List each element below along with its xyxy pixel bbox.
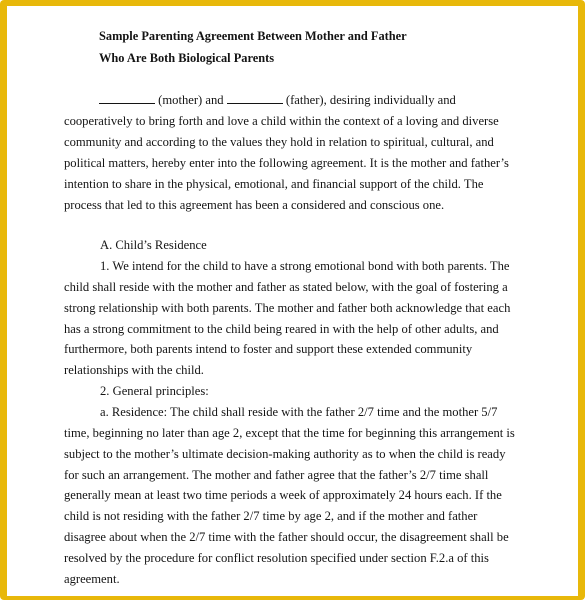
document-page	[7, 6, 578, 596]
residence-line: agreement.	[64, 572, 120, 586]
section-a-p1-line: strong relationship with both parents. The mother and father both acknowledge that each	[64, 301, 511, 315]
residence-line: subject to the mother’s ultimate decision-making authority as to when the child is ready	[64, 447, 506, 461]
residence-line: disagree about when the 2/7 time with the father should occur, the disagreement shall be	[64, 530, 509, 544]
section-a-p1-line: furthermore, both parents intend to foster and support these extended community	[64, 342, 473, 356]
father-label: (father), desiring individually and	[285, 93, 456, 107]
residence-line: resolved by the procedure for conflict resolution specified under section F.2.a of this	[64, 551, 489, 565]
residence-line: time, beginning no later than age 2, except that the time for beginning this arrangement is	[64, 426, 515, 440]
intro-line-4: political matters, hereby enter into the following agreement. It is the mother and father’s	[64, 156, 509, 170]
intro-line-1	[99, 92, 456, 108]
document-title-line-1: Sample Parenting Agreement Between Mother and Father	[99, 29, 407, 43]
residence-line: a. Residence: The child shall reside with the father 2/7 time and the mother 5/7	[100, 405, 498, 419]
intro-line-6: process that led to this agreement has been a considered and conscious one.	[64, 198, 445, 212]
general-principles-heading: 2. General principles:	[100, 384, 209, 398]
section-a-heading: A. Child’s Residence	[100, 238, 207, 252]
mother-label: (mother) and	[158, 93, 224, 107]
section-a-p1-line: child shall reside with the mother and father as stated below, with the goal of fostering a	[64, 280, 508, 294]
residence-line: generally mean at least two time periods a week of approximately 24 hours each. If the	[64, 488, 502, 502]
residence-line: for such an arrangement. The mother and father agree that the father’s 2/7 time shall	[64, 468, 489, 482]
mother-name-blank[interactable]	[99, 92, 155, 104]
intro-line-5: intention to share in the physical, emotional, and financial support of the child. The	[64, 177, 484, 191]
section-a-p1-line: 1. We intend for the child to have a strong emotional bond with both parents. The	[100, 259, 510, 273]
document-title-line-2: Who Are Both Biological Parents	[99, 51, 275, 65]
section-a-p1-line: relationships with the child.	[64, 363, 204, 377]
residence-line: child is not residing with the father 2/7 time by age 2, and if the mother and father	[64, 509, 478, 523]
section-a-p1-line: has a strong commitment to the child being reared in with the help of other adults, and	[64, 322, 499, 336]
intro-line-2: cooperatively to bring forth and love a child within the context of a loving and diverse	[64, 114, 499, 128]
intro-line-3: community and according to the values they hold in relation to spiritual, cultural, and	[64, 135, 494, 149]
father-name-blank[interactable]	[227, 92, 283, 104]
